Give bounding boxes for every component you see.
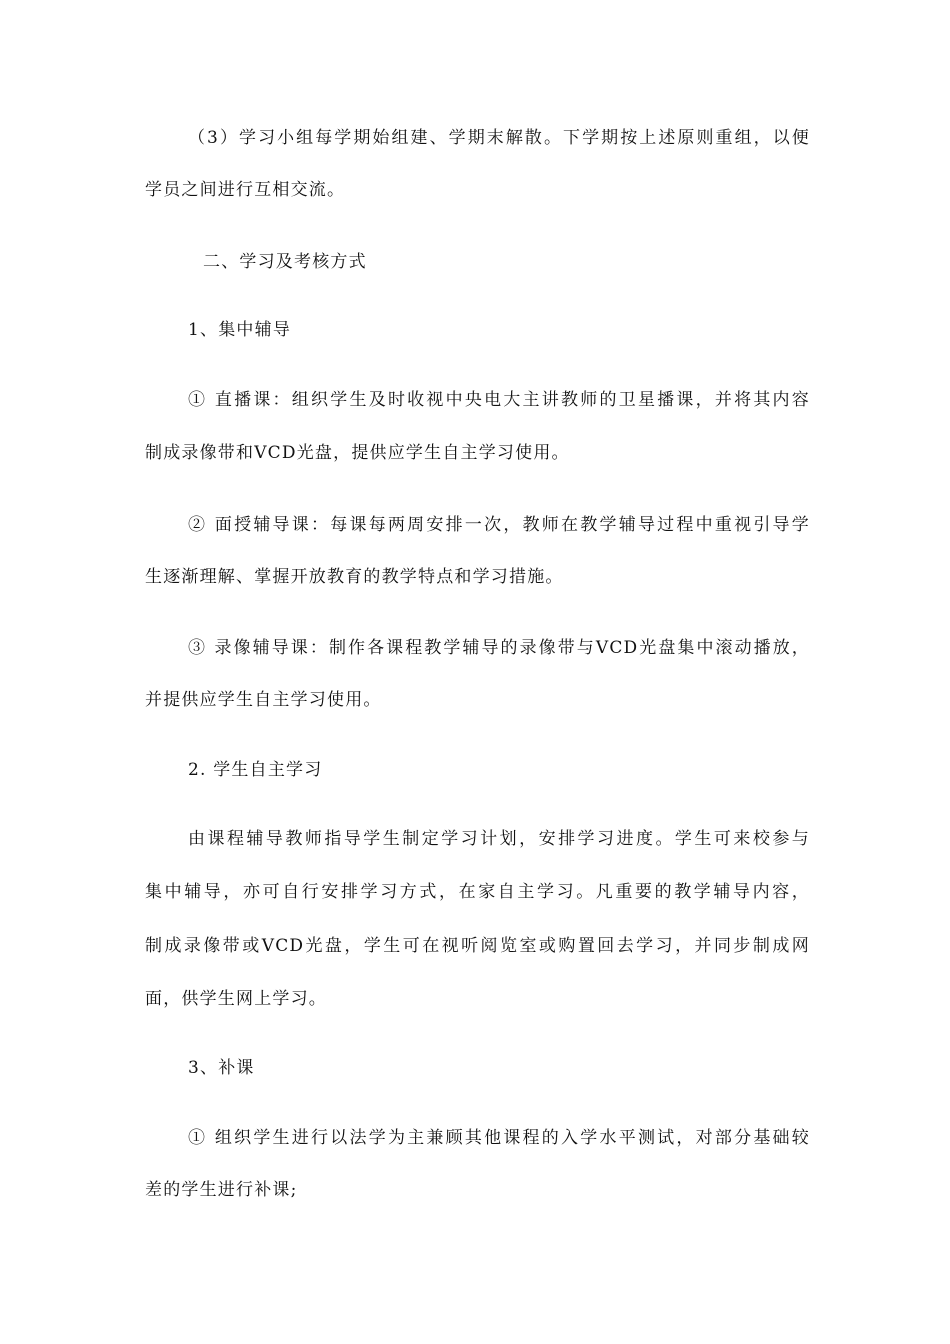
subsection-heading: 2. 学生自主学习 — [188, 760, 323, 780]
subsection-heading: 1、集中辅导 — [188, 320, 292, 340]
paragraph-line: ③ 录像辅导课：制作各课程教学辅导的录像带与VCD光盘集中滚动播放， — [188, 638, 810, 658]
paragraph-line: 集中辅导，亦可自行安排学习方式，在家自主学习。凡重要的教学辅导内容， — [145, 882, 810, 902]
paragraph-line: 制成录像带或VCD光盘，学生可在视听阅览室或购置回去学习，并同步制成网 — [145, 936, 810, 956]
section-heading: 二、学习及考核方式 — [203, 252, 367, 272]
paragraph-line: 由课程辅导教师指导学生制定学习计划，安排学习进度。学生可来校参与 — [188, 829, 810, 849]
paragraph-line: 学员之间进行互相交流。 — [145, 180, 346, 200]
paragraph-line: ① 直播课：组织学生及时收视中央电大主讲教师的卫星播课，并将其内容 — [188, 390, 810, 410]
paragraph-line: 生逐渐理解、掌握开放教育的教学特点和学习措施。 — [145, 567, 564, 587]
paragraph-line: 并提供应学生自主学习使用。 — [145, 690, 382, 710]
subsection-heading: 3、补课 — [188, 1058, 255, 1078]
paragraph-line: ② 面授辅导课：每课每两周安排一次，教师在教学辅导过程中重视引导学 — [188, 515, 810, 535]
paragraph-line: 差的学生进行补课; — [145, 1180, 298, 1200]
paragraph-line: ① 组织学生进行以法学为主兼顾其他课程的入学水平测试，对部分基础较 — [188, 1128, 810, 1148]
paragraph-line: 面，供学生网上学习。 — [145, 989, 327, 1009]
paragraph-line: （3）学习小组每学期始组建、学期末解散。下学期按上述原则重组，以便 — [188, 128, 810, 148]
paragraph-line: 制成录像带和VCD光盘，提供应学生自主学习使用。 — [145, 443, 570, 463]
